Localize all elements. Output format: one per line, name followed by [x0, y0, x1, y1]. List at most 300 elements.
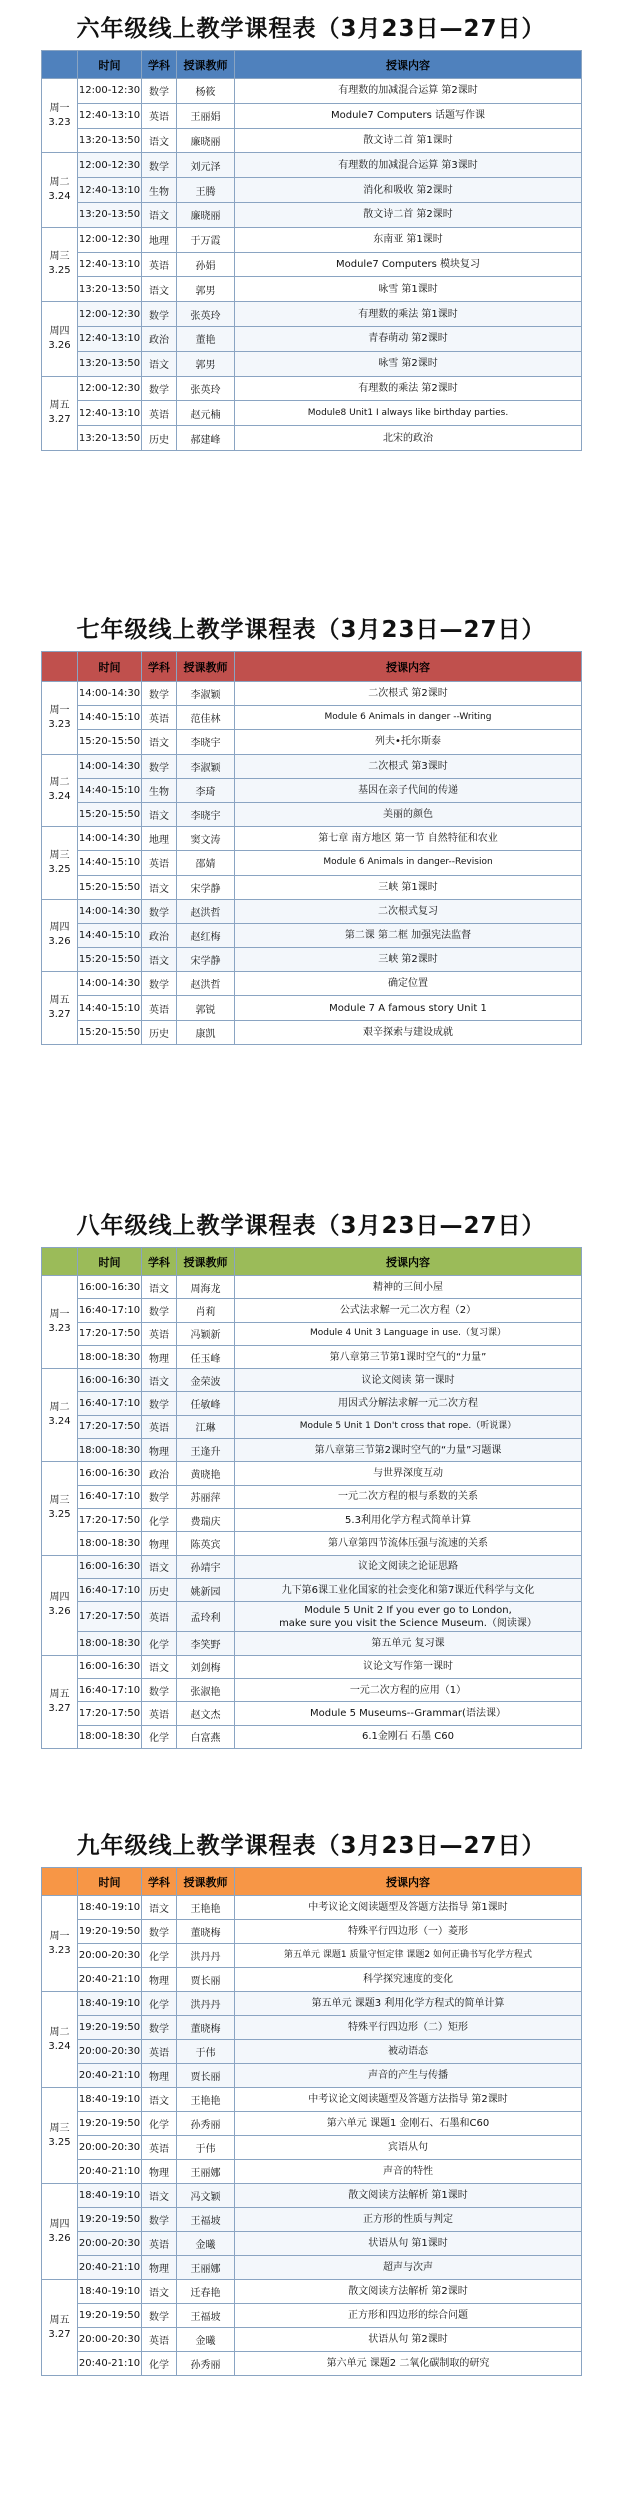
table-row	[42, 426, 582, 451]
teacher-cell	[177, 802, 235, 826]
time-value: 13:20-13:50	[78, 432, 141, 444]
day-cell	[42, 1462, 78, 1555]
subject-cell	[142, 1485, 177, 1508]
subject-cell	[142, 153, 177, 178]
subject-cell	[142, 754, 177, 778]
content-value: 散文诗二首 第1课时	[363, 134, 453, 146]
grade6-schedule-table	[41, 50, 582, 451]
subject-cell	[142, 302, 177, 327]
subject-value: 历史	[149, 434, 169, 446]
table-row	[42, 2088, 582, 2112]
subject-value: 语文	[149, 2288, 169, 2299]
subject-header-label: 学科	[148, 1255, 170, 1269]
teacher-cell	[177, 153, 235, 178]
subject-cell	[142, 376, 177, 401]
day-date: 3.27	[48, 414, 71, 426]
content-value: 二次根式复习	[378, 905, 438, 917]
teacher-value: 刘剑梅	[190, 1663, 221, 1675]
subject-value: 语文	[149, 1904, 169, 1915]
teacher-cell	[177, 1896, 235, 1920]
content-value: 有理数的乘法 第2课时	[358, 382, 458, 394]
content-value: 有理数的加减混合运算 第3课时	[338, 159, 478, 171]
subject-cell	[142, 1439, 177, 1462]
content-value: 第五单元 复习课	[371, 1638, 445, 1650]
subject-cell	[142, 948, 177, 972]
content-cell	[235, 1968, 582, 1992]
subject-value: 物理	[149, 1446, 169, 1458]
teacher-cell	[177, 1602, 235, 1632]
subject-value: 语文	[149, 811, 169, 823]
teacher-value: 廉晓丽	[190, 136, 221, 148]
time-cell	[78, 1920, 142, 1944]
day-cell	[42, 376, 78, 450]
table-row	[42, 1462, 582, 1485]
subject-cell	[142, 1896, 177, 1920]
subject-cell	[142, 972, 177, 996]
subject-value: 语文	[149, 285, 169, 297]
table-row	[42, 682, 582, 706]
content-cell	[235, 2136, 582, 2160]
day-cell	[42, 754, 78, 827]
time-cell	[78, 996, 142, 1020]
teacher-value: 周海龙	[190, 1283, 221, 1295]
subject-value: 历史	[149, 1028, 169, 1040]
day-name: 周三	[49, 1495, 70, 1507]
time-value: 19:20-19:50	[78, 1926, 141, 1937]
table-row	[42, 2136, 582, 2160]
subject-value: 英语	[149, 2048, 169, 2059]
time-cell	[78, 899, 142, 923]
subject-value: 数学	[149, 690, 169, 702]
teacher-value: 白富燕	[190, 1733, 221, 1745]
subject-value: 语文	[149, 1283, 169, 1295]
time-value: 20:40-21:10	[78, 2166, 141, 2177]
time-value: 14:40-15:10	[78, 929, 141, 941]
teacher-value: 张英玲	[190, 310, 221, 322]
teacher-cell	[177, 1439, 235, 1462]
time-value: 12:40-13:10	[78, 184, 141, 196]
content-cell	[235, 875, 582, 899]
content-cell	[235, 754, 582, 778]
table-row	[42, 1369, 582, 1392]
subject-value: 语文	[149, 738, 169, 750]
teacher-cell	[177, 79, 235, 104]
teacher-cell	[177, 2112, 235, 2136]
teacher-value: 王丽娜	[190, 2264, 221, 2275]
subject-header	[142, 1248, 177, 1276]
day-cell	[42, 2184, 78, 2280]
subject-cell	[142, 2160, 177, 2184]
header-row	[42, 652, 582, 682]
teacher-cell	[177, 1944, 235, 1968]
content-value: 三峡 第2课时	[378, 954, 438, 966]
subject-cell	[142, 1655, 177, 1678]
subject-cell	[142, 202, 177, 227]
subject-value: 物理	[149, 1353, 169, 1365]
content-header-label: 授课内容	[386, 1875, 430, 1889]
teacher-cell	[177, 1369, 235, 1392]
day-cell	[42, 79, 78, 153]
subject-value: 语文	[149, 360, 169, 372]
teacher-cell	[177, 351, 235, 376]
teacher-cell	[177, 2280, 235, 2304]
time-cell	[78, 351, 142, 376]
teacher-value: 洪丹丹	[190, 1952, 221, 1963]
day-date: 3.25	[48, 1509, 71, 1521]
subject-cell	[142, 1992, 177, 2016]
day-header	[42, 652, 78, 682]
teacher-cell	[177, 1322, 235, 1345]
content-value: Module7 Computers 模块复习	[335, 258, 480, 270]
subject-cell	[142, 128, 177, 153]
teacher-cell	[177, 899, 235, 923]
time-value: 17:20-17:50	[78, 1707, 141, 1719]
time-header-label: 时间	[98, 58, 121, 72]
subject-value: 地理	[149, 835, 169, 847]
content-cell	[235, 682, 582, 706]
teacher-value: 杨筱	[195, 87, 216, 99]
subject-value: 物理	[149, 2072, 169, 2083]
teacher-cell	[177, 2208, 235, 2232]
time-cell	[78, 2328, 142, 2352]
day-header	[42, 1868, 78, 1896]
time-value: 17:20-17:50	[78, 1514, 141, 1526]
content-cell	[235, 277, 582, 302]
table-row	[42, 202, 582, 227]
teacher-cell	[177, 827, 235, 851]
subject-cell	[142, 1462, 177, 1485]
content-cell	[235, 178, 582, 203]
subject-value: 英语	[149, 1004, 169, 1016]
table-row	[42, 1968, 582, 1992]
time-cell	[78, 1725, 142, 1748]
grade7-section	[41, 615, 581, 1205]
content-value: 一元二次方程的根与系数的关系	[338, 1491, 478, 1503]
teacher-cell	[177, 1508, 235, 1531]
subject-cell	[142, 2088, 177, 2112]
teacher-header-label: 授课教师	[183, 58, 228, 72]
time-value: 15:20-15:50	[78, 809, 141, 821]
teacher-value: 赵文杰	[190, 1709, 221, 1721]
time-cell	[78, 426, 142, 451]
content-cell	[235, 2208, 582, 2232]
teacher-cell	[177, 202, 235, 227]
day-date: 3.25	[48, 863, 71, 875]
time-header	[78, 652, 142, 682]
time-cell	[78, 103, 142, 128]
table-row	[42, 1345, 582, 1368]
subject-cell	[142, 778, 177, 802]
teacher-value: 廉晓丽	[190, 211, 221, 223]
teacher-value: 李淑颖	[190, 762, 221, 774]
day-name: 周二	[49, 177, 70, 189]
time-cell	[78, 1968, 142, 1992]
content-value: 第七章 南方地区 第一节 自然特征和农业	[318, 833, 498, 845]
subject-cell	[142, 1578, 177, 1601]
teacher-value: 金荣波	[190, 1376, 221, 1388]
teacher-value: 于伟	[195, 2144, 216, 2155]
teacher-cell	[177, 376, 235, 401]
day-cell	[42, 302, 78, 376]
time-value: 14:00-14:30	[78, 688, 141, 700]
table-row	[42, 1392, 582, 1415]
teacher-cell	[177, 754, 235, 778]
teacher-cell	[177, 2136, 235, 2160]
teacher-cell	[177, 103, 235, 128]
content-cell	[235, 1369, 582, 1392]
table-row	[42, 1020, 582, 1044]
table-row	[42, 802, 582, 826]
content-value: Module 4 Unit 3 Language in use.（复习课）	[309, 1328, 507, 1339]
time-cell	[78, 2232, 142, 2256]
day-cell	[42, 972, 78, 1045]
content-value: 三峡 第1课时	[378, 881, 438, 893]
teacher-cell	[177, 252, 235, 277]
time-cell	[78, 1322, 142, 1345]
time-value: 16:00-16:30	[78, 1561, 141, 1573]
day-date: 3.23	[48, 718, 71, 730]
teacher-cell	[177, 426, 235, 451]
teacher-header-label: 授课教师	[183, 1255, 228, 1269]
teacher-value: 姚新园	[190, 1586, 221, 1598]
content-cell	[235, 128, 582, 153]
teacher-cell	[177, 1968, 235, 1992]
teacher-cell	[177, 326, 235, 351]
teacher-cell	[177, 1415, 235, 1438]
content-cell	[235, 1578, 582, 1601]
time-cell	[78, 2304, 142, 2328]
time-cell	[78, 2136, 142, 2160]
subject-cell	[142, 2280, 177, 2304]
grade8-title: 八年级线上教学课程表（3月23日—27日）	[76, 1213, 546, 1239]
time-cell	[78, 1896, 142, 1920]
content-cell	[235, 1896, 582, 1920]
day-cell	[42, 1555, 78, 1655]
table-row	[42, 706, 582, 730]
time-cell	[78, 128, 142, 153]
content-value: Module7 Computers 话题写作课	[330, 110, 485, 122]
content-value: 状语从句 第2课时	[368, 2334, 448, 2345]
content-value: Module 7 A famous story Unit 1	[329, 1002, 487, 1014]
subject-value: 英语	[149, 2144, 169, 2155]
teacher-value: 郭锐	[195, 1004, 216, 1016]
subject-cell	[142, 1602, 177, 1632]
teacher-value: 王丽娜	[190, 2168, 221, 2179]
subject-header	[142, 1868, 177, 1896]
teacher-value: 孙娟	[195, 260, 216, 272]
table-row	[42, 103, 582, 128]
time-cell	[78, 1345, 142, 1368]
time-cell	[78, 2088, 142, 2112]
subject-value: 英语	[149, 2240, 169, 2251]
subject-cell	[142, 682, 177, 706]
table-row	[42, 1485, 582, 1508]
time-value: 18:40-19:10	[78, 1998, 141, 2009]
teacher-value: 苏丽萍	[190, 1493, 221, 1505]
time-value: 20:00-20:30	[78, 2046, 141, 2057]
time-cell	[78, 1392, 142, 1415]
teacher-value: 王艳艳	[190, 1904, 221, 1915]
teacher-cell	[177, 1485, 235, 1508]
day-header	[42, 1248, 78, 1276]
content-cell	[235, 1532, 582, 1555]
time-header-label: 时间	[98, 1255, 121, 1269]
subject-cell	[142, 2352, 177, 2376]
time-cell	[78, 376, 142, 401]
subject-value: 化学	[149, 2120, 169, 2131]
time-value: 18:40-19:10	[78, 1902, 141, 1913]
time-cell	[78, 1679, 142, 1702]
table-row	[42, 252, 582, 277]
subject-value: 生物	[149, 186, 169, 198]
time-value: 17:20-17:50	[78, 1421, 141, 1433]
day-date: 3.27	[48, 2328, 71, 2340]
time-header	[78, 1868, 142, 1896]
content-cell	[235, 2064, 582, 2088]
day-date: 3.27	[48, 1009, 71, 1021]
time-value: 18:00-18:30	[78, 1537, 141, 1549]
content-cell	[235, 252, 582, 277]
content-value: 议论文阅读之论证思路	[358, 1561, 458, 1573]
time-cell	[78, 2256, 142, 2280]
table-row	[42, 923, 582, 947]
table-row	[42, 1578, 582, 1601]
time-value: 20:40-21:10	[78, 2358, 141, 2369]
teacher-cell	[177, 1555, 235, 1578]
teacher-value: 李琦	[195, 786, 216, 798]
subject-cell	[142, 827, 177, 851]
time-cell	[78, 1299, 142, 1322]
time-cell	[78, 2208, 142, 2232]
grade9-section	[41, 1831, 581, 2501]
subject-value: 语文	[149, 136, 169, 148]
subject-value: 语文	[149, 1376, 169, 1388]
teacher-header-label: 授课教师	[183, 660, 228, 674]
content-value-line2: make sure you visit the Science Museum.（阅读课）	[279, 1617, 537, 1629]
subject-cell	[142, 103, 177, 128]
content-value: 特殊平行四边形（一）菱形	[348, 1926, 468, 1937]
time-value: 12:40-13:10	[78, 258, 141, 270]
content-value: 声音的产生与传播	[368, 2070, 448, 2081]
table-row	[42, 1299, 582, 1322]
time-value: 20:00-20:30	[78, 2238, 141, 2249]
teacher-header-label: 授课教师	[183, 1875, 228, 1889]
day-date: 3.25	[48, 2136, 71, 2148]
content-value: 散文阅读方法解析 第2课时	[348, 2286, 468, 2297]
time-value: 19:20-19:50	[78, 2310, 141, 2321]
teacher-cell	[177, 2088, 235, 2112]
time-cell	[78, 730, 142, 754]
time-value: 16:40-17:10	[78, 1304, 141, 1316]
table-row	[42, 2304, 582, 2328]
teacher-value: 李晓宇	[190, 738, 221, 750]
teacher-value: 王福坡	[190, 2312, 221, 2323]
day-cell	[42, 1276, 78, 1369]
table-row	[42, 1322, 582, 1345]
content-value: 有理数的乘法 第1课时	[358, 308, 458, 320]
time-value: 16:00-16:30	[78, 1374, 141, 1386]
content-cell	[235, 948, 582, 972]
subject-value: 英语	[149, 1330, 169, 1342]
teacher-value: 江琳	[195, 1423, 216, 1435]
time-cell	[78, 1439, 142, 1462]
time-cell	[78, 778, 142, 802]
day-cell	[42, 2088, 78, 2184]
time-value: 12:00-12:30	[78, 234, 141, 246]
day-name: 周四	[49, 922, 70, 934]
table-row	[42, 754, 582, 778]
teacher-cell	[177, 2352, 235, 2376]
teacher-value: 黄晓艳	[190, 1470, 221, 1482]
teacher-value: 孟玲利	[190, 1613, 221, 1625]
day-name: 周四	[49, 2218, 70, 2230]
teacher-value: 张淑艳	[190, 1686, 221, 1698]
grade7-title: 七年级线上教学课程表（3月23日—27日）	[76, 617, 546, 643]
teacher-cell	[177, 1462, 235, 1485]
time-value: 20:40-21:10	[78, 2262, 141, 2273]
subject-cell	[142, 351, 177, 376]
day-date: 3.24	[48, 1416, 71, 1428]
content-cell	[235, 1555, 582, 1578]
content-cell	[235, 2112, 582, 2136]
time-value: 14:40-15:10	[78, 857, 141, 869]
teacher-cell	[177, 706, 235, 730]
time-header	[78, 51, 142, 79]
subject-value: 英语	[149, 859, 169, 871]
subject-value: 数学	[149, 1686, 169, 1698]
subject-cell	[142, 2040, 177, 2064]
day-header	[42, 51, 78, 79]
time-value: 19:20-19:50	[78, 2022, 141, 2033]
subject-header-label: 学科	[148, 1875, 170, 1889]
time-cell	[78, 923, 142, 947]
time-cell	[78, 302, 142, 327]
content-cell	[235, 2232, 582, 2256]
time-cell	[78, 1532, 142, 1555]
content-value: Module 5 Unit 1 Don't cross that rope.（听说课）	[299, 1421, 517, 1432]
content-value: 超声与次声	[383, 2262, 433, 2273]
time-cell	[78, 1944, 142, 1968]
table-row	[42, 2064, 582, 2088]
content-cell	[235, 1944, 582, 1968]
time-header-label: 时间	[98, 1875, 121, 1889]
content-cell	[235, 1632, 582, 1655]
day-cell	[42, 153, 78, 227]
day-date: 3.24	[48, 791, 71, 803]
time-value: 17:20-17:50	[78, 1328, 141, 1340]
time-value: 14:40-15:10	[78, 1002, 141, 1014]
teacher-value: 孙靖宇	[190, 1563, 221, 1575]
content-value: 第六单元 课题1 金刚石、石墨和C60	[326, 2118, 490, 2129]
time-cell	[78, 1462, 142, 1485]
time-value: 12:40-13:10	[78, 407, 141, 419]
content-value: 精神的三间小屋	[373, 1281, 443, 1293]
content-value: 被动语态	[388, 2046, 428, 2057]
table-row	[42, 1508, 582, 1531]
time-value: 17:20-17:50	[78, 1611, 141, 1623]
teacher-value: 费瑞庆	[190, 1516, 221, 1528]
content-cell	[235, 2040, 582, 2064]
content-cell	[235, 1392, 582, 1415]
time-value: 12:40-13:10	[78, 333, 141, 345]
content-cell	[235, 778, 582, 802]
content-value: 咏雪 第2课时	[378, 358, 438, 370]
table-row	[42, 1439, 582, 1462]
day-date: 3.26	[48, 2232, 71, 2244]
content-value: 宾语从句	[388, 2142, 428, 2153]
content-cell	[235, 706, 582, 730]
content-value: 第五单元 课题3 利用化学方程式的简单计算	[311, 1998, 505, 2009]
